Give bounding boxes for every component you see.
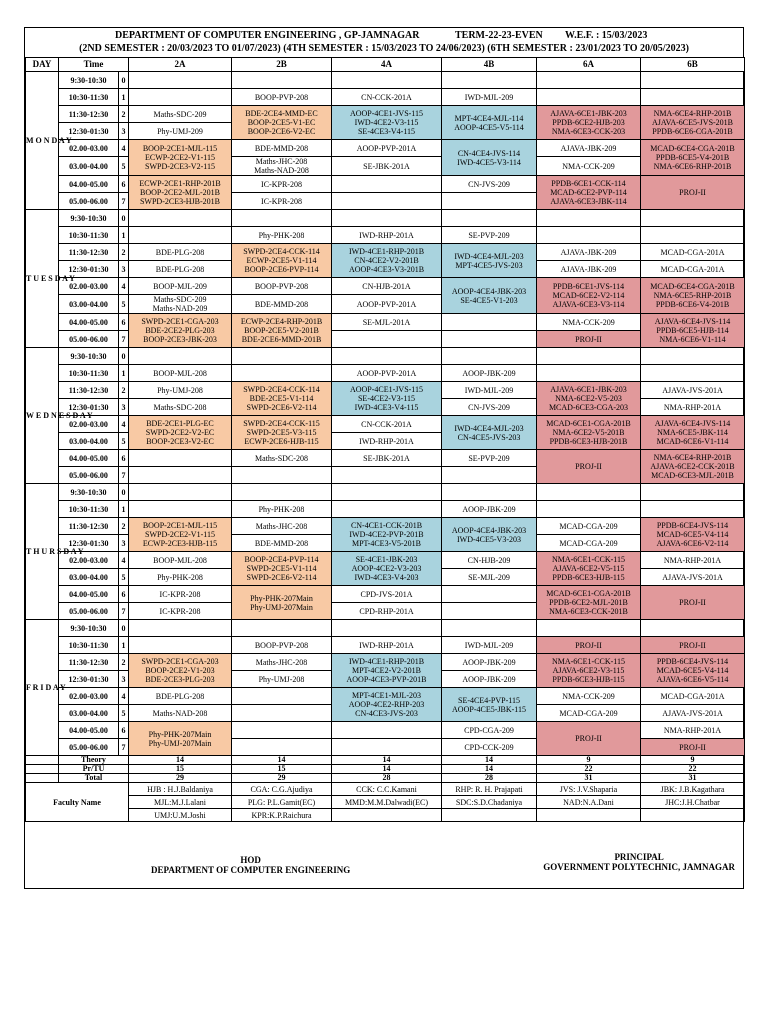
lecture-cell: BOOP-MJL-209 <box>129 278 232 295</box>
lab-cell: Phy-PHK-207Main Phy-UMJ-207Main <box>129 722 232 756</box>
lecture-cell: AOOP-PVP-201A <box>332 295 442 314</box>
slot-number: 1 <box>119 501 129 518</box>
lecture-cell: SE-MJL-201A <box>332 314 442 331</box>
lab-cell: BOOP-2CE1-MJL-115 SWPD-2CE2-V1-115 ECWP-2CE3-HJB-115 <box>129 518 232 552</box>
slot-number: 0 <box>119 210 129 227</box>
totals-total-row: Total 29 29 28 28 31 31 <box>26 774 745 783</box>
slot-number: 1 <box>119 89 129 106</box>
time-slot: 02.00-03.00 <box>59 278 119 295</box>
semester-dates: (2ND SEMESTER : 20/03/2023 TO 01/07/2023) (4TH SEMESTER : 15/03/2023 TO 24/06/2023) (6TH SEMESTER : 23/01/2023 TO 20/05/2023) <box>79 43 689 54</box>
slot-number: 6 <box>119 586 129 603</box>
lab-cell: MCAD-6CE1-CGA-201B NMA-6CE2-V5-201B PPDB-6CE3-HJB-201B <box>537 416 641 450</box>
lab-cell: MCAD-6CE4-CGA-201B PPDB-6CE5-V4-201B NMA-6CE6-RHP-201B <box>641 140 745 176</box>
lecture-cell: CN-CCK-201A <box>332 416 442 433</box>
principal-title: PRINCIPAL <box>614 852 664 862</box>
lecture-cell: IWD-RHP-201A <box>332 227 442 244</box>
lecture-cell: IC-KPR-208 <box>129 586 232 603</box>
lab-cell: ECWP-2CE4-RHP-201B BOOP-2CE5-V2-201B BDE-2CE6-MMD-201B <box>232 314 332 348</box>
slot-number: 6 <box>119 314 129 331</box>
slot-number: 0 <box>119 348 129 365</box>
project-cell: PROJ-II <box>641 586 745 620</box>
lecture-cell: CN-CCK-201A <box>332 89 442 106</box>
slot-number: 6 <box>119 176 129 193</box>
lecture-cell: AOOP-JBK-209 <box>442 654 537 671</box>
day-tuesday: T U E S D A Y <box>26 210 59 348</box>
lab-cell: MPT-4CE1-MJL-203 AOOP-4CE2-RHP-203 CN-4CE3-JVS-203 <box>332 688 442 722</box>
lecture-cell: CN-HJB-201A <box>332 278 442 295</box>
slot-number: 5 <box>119 157 129 176</box>
slot-number: 3 <box>119 399 129 416</box>
slot-number: 0 <box>119 72 129 89</box>
day-thursday: T H U R S D A Y <box>26 484 59 620</box>
col-6b: 6B <box>641 58 745 72</box>
lecture-cell: Maths-SDC-209 <box>129 106 232 123</box>
lecture-cell: IWD-MJL-209 <box>442 382 537 399</box>
slot-number: 6 <box>119 450 129 467</box>
time-slot: 10:30-11:30 <box>59 227 119 244</box>
slot-number: 7 <box>119 467 129 484</box>
time-slot: 03.00-04.00 <box>59 569 119 586</box>
lab-cell: BOOP-2CE1-MJL-115 ECWP-2CE2-V1-115 SWPD-2CE3-V2-115 <box>129 140 232 176</box>
time-slot: 9:30-10:30 <box>59 620 119 637</box>
lecture-cell: IWD-MJL-209 <box>442 637 537 654</box>
lab-cell: IWD-4CE1-RHP-201B MPT-4CE2-V2-201B AOOP-4CE3-PVP-201B <box>332 654 442 688</box>
lecture-cell: NMA-RHP-201A <box>641 722 745 739</box>
lab-cell: MPT-4CE4-MJL-114 AOOP-4CE5-V5-114 <box>442 106 537 140</box>
slot-number: 1 <box>119 227 129 244</box>
lecture-cell: AJAVA-JBK-209 <box>537 244 641 261</box>
time-slot: 11:30-12:30 <box>59 106 119 123</box>
lab-cell: NMA-6CE4-RHP-201B AJAVA-6CE2-CCK-201B MCAD-6CE3-MJL-201B <box>641 450 745 484</box>
lab-cell: SWPD-2CE4-CCK-115 SWPD-2CE5-V3-115 ECWP-2CE6-HJB-115 <box>232 416 332 450</box>
lecture-cell: BDE-MMD-208 <box>232 140 332 157</box>
slot-number: 4 <box>119 140 129 157</box>
principal-signature <box>543 852 735 872</box>
time-slot: 11:30-12:30 <box>59 382 119 399</box>
lab-cell: Phy-PHK-207Main Phy-UMJ-207Main <box>232 586 332 620</box>
lecture-cell: BOOP-PVP-208 <box>232 89 332 106</box>
lecture-cell: IC-KPR-208 <box>129 603 232 620</box>
lab-cell: IWD-4CE4-MJL-203 CN-4CE5-JVS-203 <box>442 416 537 450</box>
lab-cell: PPDB-6CE4-JVS-114 MCAD-6CE5-V4-114 AJAVA-6CE6-V2-114 <box>641 518 745 552</box>
slot-number: 5 <box>119 569 129 586</box>
lecture-cell: Maths-JHC-208 Maths-NAD-208 <box>232 157 332 176</box>
lab-cell: SWPD-2CE1-CGA-203 BOOP-2CE2-V1-203 BDE-2CE3-PLG-203 <box>129 654 232 688</box>
slot-number: 7 <box>119 331 129 348</box>
time-slot: 02.00-03.00 <box>59 140 119 157</box>
hod-signature <box>151 855 350 875</box>
lecture-cell: CPD-CCK-209 <box>442 739 537 756</box>
time-slot: 03.00-04.00 <box>59 705 119 722</box>
timetable <box>25 57 745 822</box>
slot-number: 0 <box>119 484 129 501</box>
timetable-sheet <box>24 27 744 889</box>
lecture-cell: Maths-JHC-208 <box>232 518 332 535</box>
project-cell: PROJ-II <box>537 637 641 654</box>
lab-cell: SE-4CE1-JBK-203 AOOP-4CE2-V3-203 IWD-4CE3-V4-203 <box>332 552 442 586</box>
time-slot: 12:30-01:30 <box>59 123 119 140</box>
slot-number: 2 <box>119 244 129 261</box>
slot-number: 7 <box>119 739 129 756</box>
time-slot: 12:30-01:30 <box>59 399 119 416</box>
col-4b: 4B <box>442 58 537 72</box>
lecture-cell: AOOP-JBK-209 <box>442 501 537 518</box>
lecture-cell: AOOP-PVP-201A <box>332 365 442 382</box>
column-header-row <box>26 58 745 72</box>
slot-number: 3 <box>119 671 129 688</box>
signature-footer <box>25 822 743 888</box>
totals-prtu-row: Pr/TU 15 15 14 14 22 22 <box>26 765 745 774</box>
slot-number: 3 <box>119 261 129 278</box>
lecture-cell: CN-JVS-209 <box>442 399 537 416</box>
lab-cell: AJAVA-6CE4-JVS-114 NMA-6CE5-JBK-114 MCAD-6CE6-V1-114 <box>641 416 745 450</box>
lecture-cell: BDE-PLG-208 <box>129 688 232 705</box>
lab-cell: BOOP-2CE4-PVP-114 SWPD-2CE5-V1-114 SWPD-2CE6-V2-114 <box>232 552 332 586</box>
lecture-cell: NMA-RHP-201A <box>641 552 745 569</box>
lecture-cell: Maths-NAD-208 <box>129 705 232 722</box>
lecture-cell: NMA-CCK-209 <box>537 688 641 705</box>
lecture-cell: BOOP-MJL-208 <box>129 365 232 382</box>
slot-number: 2 <box>119 106 129 123</box>
header-row-1 <box>25 28 743 42</box>
lecture-cell: Phy-PHK-208 <box>129 569 232 586</box>
lecture-cell: SE-PVP-209 <box>442 227 537 244</box>
project-cell: PROJ-II <box>537 722 641 756</box>
col-4a: 4A <box>332 58 442 72</box>
lecture-cell: AJAVA-JVS-201A <box>641 382 745 399</box>
lab-cell: AOOP-4CE1-JVS-115 IWD-4CE2-V3-115 SE-4CE3-V4-115 <box>332 106 442 140</box>
lecture-cell: CN-JVS-209 <box>442 176 537 193</box>
time-slot: 10:30-11:30 <box>59 501 119 518</box>
time-slot: 04.00-05.00 <box>59 586 119 603</box>
lecture-cell: Maths-SDC-209 Maths-NAD-209 <box>129 295 232 314</box>
time-slot: 04.00-05.00 <box>59 450 119 467</box>
lab-cell: ECWP-2CE1-RHP-201B BOOP-2CE2-MJL-201B SWPD-2CE3-HJB-201B <box>129 176 232 210</box>
lab-cell: AJAVA-6CE4-JVS-114 PPDB-6CE5-HJB-114 NMA-6CE6-V1-114 <box>641 314 745 348</box>
col-2b: 2B <box>232 58 332 72</box>
time-slot: 9:30-10:30 <box>59 210 119 227</box>
lecture-cell: CPD-CGA-209 <box>442 722 537 739</box>
lab-cell: AOOP-4CE4-JBK-203 IWD-4CE5-V3-203 <box>442 518 537 552</box>
lecture-cell: SE-JBK-201A <box>332 157 442 176</box>
lecture-cell: MCAD-CGA-201A <box>641 688 745 705</box>
lecture-cell: BDE-PLG-208 <box>129 261 232 278</box>
slot-number: 7 <box>119 603 129 620</box>
faculty-label: Faculty Name <box>26 783 129 822</box>
slot-number: 2 <box>119 654 129 671</box>
faculty-row: MJL:M.J.Lalani PLG: P.L.Gamit(EC) MMD:M.M.Dalwadi(EC) SDC:S.D.Chadaniya NAD:N.A.Dani JHC:J.H.Chatbar <box>26 796 745 809</box>
lecture-cell: AJAVA-JBK-209 <box>537 140 641 157</box>
slot-number: 5 <box>119 705 129 722</box>
lecture-cell: AJAVA-JVS-201A <box>641 569 745 586</box>
lab-cell: PPDB-6CE1-CCK-114 MCAD-6CE2-PVP-114 AJAVA-6CE3-JBK-114 <box>537 176 641 210</box>
lecture-cell: CN-HJB-209 <box>442 552 537 569</box>
time-slot: 10:30-11:30 <box>59 365 119 382</box>
lab-cell: AJAVA-6CE1-JBK-203 NMA-6CE2-V5-203 MCAD-6CE3-CGA-203 <box>537 382 641 416</box>
time-slot: 04.00-05.00 <box>59 176 119 193</box>
lecture-cell: NMA-RHP-201A <box>641 399 745 416</box>
lab-cell: BDE-2CE4-MMD-EC BOOP-2CE5-V1-EC BOOP-2CE6-V2-EC <box>232 106 332 140</box>
lecture-cell: CPD-JVS-201A <box>332 586 442 603</box>
col-6a: 6A <box>537 58 641 72</box>
lab-cell: MCAD-6CE1-CGA-201B PPDB-6CE2-MJL-201B NMA-6CE3-CCK-201B <box>537 586 641 620</box>
lecture-cell: BOOP-PVP-208 <box>232 637 332 654</box>
project-cell: PROJ-II <box>537 331 641 348</box>
lecture-cell: BDE-PLG-208 <box>129 244 232 261</box>
lecture-cell: AOOP-JBK-209 <box>442 365 537 382</box>
totals-label: Pr/TU <box>59 765 129 774</box>
slot-number: 0 <box>119 620 129 637</box>
lecture-cell: Phy-UMJ-208 <box>232 671 332 688</box>
time-slot: 05.00-06.00 <box>59 331 119 348</box>
time-slot: 05.00-06.00 <box>59 467 119 484</box>
lecture-cell: MCAD-CGA-209 <box>537 518 641 535</box>
slot-number: 3 <box>119 123 129 140</box>
lecture-cell: NMA-CCK-209 <box>537 157 641 176</box>
lecture-cell: Phy-UMJ-208 <box>129 382 232 399</box>
time-slot: 04.00-05.00 <box>59 314 119 331</box>
lab-cell: SWPD-2CE4-CCK-114 BDE-2CE5-V1-114 SWPD-2CE6-V2-114 <box>232 382 332 416</box>
time-slot: 02.00-03.00 <box>59 416 119 433</box>
slot-number: 1 <box>119 365 129 382</box>
project-cell: PROJ-II <box>537 450 641 484</box>
time-slot: 11:30-12:30 <box>59 518 119 535</box>
lecture-cell: AOOP-PVP-201A <box>332 140 442 157</box>
lab-cell: NMA-6CE1-CCK-115 AJAVA-6CE2-V5-115 PPDB-6CE3-HJB-115 <box>537 552 641 586</box>
time-slot: 02.00-03.00 <box>59 552 119 569</box>
lab-cell: AOOP-4CE4-JBK-203 SE-4CE5-V1-203 <box>442 278 537 314</box>
col-2a: 2A <box>129 58 232 72</box>
time-slot: 03.00-04.00 <box>59 295 119 314</box>
lecture-cell: IWD-MJL-209 <box>442 89 537 106</box>
hod-dept: DEPARTMENT OF COMPUTER ENGINEERING <box>151 865 351 875</box>
lab-cell: MCAD-6CE4-CGA-201B NMA-6CE5-RHP-201B PPDB-6CE6-V4-201B <box>641 278 745 314</box>
lab-cell: IWD-4CE4-MJL-203 MPT-4CE5-JVS-203 <box>442 244 537 278</box>
time-slot: 9:30-10:30 <box>59 484 119 501</box>
day-wednesday: W E D N E S D A Y <box>26 348 59 484</box>
lecture-cell: MCAD-CGA-209 <box>537 535 641 552</box>
lecture-cell: CPD-RHP-201A <box>332 603 442 620</box>
slot-number: 5 <box>119 433 129 450</box>
time-slot: 05.00-06.00 <box>59 739 119 756</box>
lecture-cell: BDE-MMD-208 <box>232 295 332 314</box>
day-friday: F R I D A Y <box>26 620 59 756</box>
project-cell: PROJ-II <box>641 176 745 210</box>
lecture-cell: Maths-SDC-208 <box>129 399 232 416</box>
day-monday: M O N D A Y <box>26 72 59 210</box>
lab-cell: PPDB-6CE4-JVS-114 MCAD-6CE5-V4-114 AJAVA-6CE6-V5-114 <box>641 654 745 688</box>
time-slot: 11:30-12:30 <box>59 244 119 261</box>
slot-number: 1 <box>119 637 129 654</box>
faculty-row: UMJ:U.M.Joshi KPR:K.P.Raichura <box>26 809 745 822</box>
lecture-cell: MCAD-CGA-201A <box>641 244 745 261</box>
lecture-cell: BOOP-MJL-208 <box>129 552 232 569</box>
slot-number: 4 <box>119 688 129 705</box>
lecture-cell: BDE-MMD-208 <box>232 535 332 552</box>
lecture-cell: SE-JBK-201A <box>332 450 442 467</box>
slot-number: 4 <box>119 416 129 433</box>
time-slot: 03.00-04.00 <box>59 157 119 176</box>
time-slot: 11:30-12:30 <box>59 654 119 671</box>
lecture-cell: IWD-RHP-201A <box>332 433 442 450</box>
lecture-cell: IC-KPR-208 <box>232 176 332 193</box>
lab-cell: SWPD-2CE1-CGA-203 BDE-2CE2-PLG-203 BOOP-2CE3-JBK-203 <box>129 314 232 348</box>
lecture-cell: SE-PVP-209 <box>442 450 537 467</box>
totals-label: Total <box>59 774 129 783</box>
hod-title: HOD <box>240 855 261 865</box>
slot-number: 2 <box>119 382 129 399</box>
faculty-row: Faculty Name HJB : H.J.Baldaniya CGA: C.G.Ajudiya CCK: C.C.Kamani RHP: R. H. Prajapati JVS: J.V.Shaparia JBK: J.B.Kagathara <box>26 783 745 796</box>
totals-theory-row: Theory 14 14 14 14 9 9 <box>26 756 745 765</box>
time-slot: 10:30-11:30 <box>59 637 119 654</box>
time-slot: 9:30-10:30 <box>59 72 119 89</box>
time-slot: 02.00-03.00 <box>59 688 119 705</box>
lecture-cell: AOOP-JBK-209 <box>442 671 537 688</box>
lab-cell: CN-4CE1-CCK-201B IWD-4CE2-PVP-201B MPT-4CE3-V5-201B <box>332 518 442 552</box>
slot-number: 5 <box>119 295 129 314</box>
time-slot: 12:30-01:30 <box>59 671 119 688</box>
lecture-cell: Phy-UMJ-209 <box>129 123 232 140</box>
time-slot: 10:30-11:30 <box>59 89 119 106</box>
lecture-cell: NMA-CCK-209 <box>537 314 641 331</box>
project-cell: PROJ-II <box>641 739 745 756</box>
lab-cell: BDE-2CE1-PLG-EC SWPD-2CE2-V2-EC BOOP-2CE3-V2-EC <box>129 416 232 450</box>
wef-label: W.E.F. : 15/03/2023 <box>565 30 648 41</box>
col-day: DAY <box>26 58 59 72</box>
lecture-cell: BOOP-PVP-208 <box>232 278 332 295</box>
lab-cell: SE-4CE4-PVP-115 AOOP-4CE5-JBK-115 <box>442 688 537 722</box>
slot-number: 4 <box>119 278 129 295</box>
lecture-cell: Phy-PHK-208 <box>232 227 332 244</box>
lecture-cell: MCAD-CGA-201A <box>641 261 745 278</box>
lecture-cell: Maths-JHC-208 <box>232 654 332 671</box>
lecture-cell: Maths-SDC-208 <box>232 450 332 467</box>
project-cell: PROJ-II <box>641 637 745 654</box>
principal-institute: GOVERNMENT POLYTECHNIC, JAMNAGAR <box>543 862 735 872</box>
lab-cell: NMA-6CE1-CCK-115 AJAVA-6CE2-V3-115 PPDB-6CE3-HJB-115 <box>537 654 641 688</box>
lecture-cell: MCAD-CGA-209 <box>537 705 641 722</box>
lab-cell: AJAVA-6CE1-JBK-203 PPDB-6CE2-HJB-203 NMA-6CE3-CCK-203 <box>537 106 641 140</box>
time-slot: 05.00-06.00 <box>59 603 119 620</box>
lab-cell: NMA-6CE4-RHP-201B AJAVA-6CE5-JVS-201B PPDB-6CE6-CGA-201B <box>641 106 745 140</box>
time-slot: 12:30-01:30 <box>59 535 119 552</box>
lecture-cell: IWD-RHP-201A <box>332 637 442 654</box>
lecture-cell: AJAVA-JBK-209 <box>537 261 641 278</box>
time-slot: 04.00-05.00 <box>59 722 119 739</box>
lecture-cell: Phy-PHK-208 <box>232 501 332 518</box>
lab-cell: PPDB-6CE1-JVS-114 MCAD-6CE2-V2-114 AJAVA-6CE3-V3-114 <box>537 278 641 314</box>
term-label: TERM-22-23-EVEN <box>455 30 543 41</box>
time-slot: 12:30-01:30 <box>59 261 119 278</box>
totals-label: Theory <box>59 756 129 765</box>
time-slot: 03.00-04.00 <box>59 433 119 450</box>
slot-number: 4 <box>119 552 129 569</box>
lecture-cell: IC-KPR-208 <box>232 193 332 210</box>
lab-cell: SWPD-2CE4-CCK-114 ECWP-2CE5-V1-114 BOOP-2CE6-PVP-114 <box>232 244 332 278</box>
lab-cell: CN-4CE4-JVS-114 IWD-4CE5-V3-114 <box>442 140 537 176</box>
slot-number: 7 <box>119 193 129 210</box>
lecture-cell: AJAVA-JVS-201A <box>641 705 745 722</box>
col-time: Time <box>59 58 129 72</box>
slot-number: 3 <box>119 535 129 552</box>
lab-cell: AOOP-4CE1-JVS-115 SE-4CE2-V3-115 IWD-4CE3-V4-115 <box>332 382 442 416</box>
time-slot: 05.00-06.00 <box>59 193 119 210</box>
lab-cell: IWD-4CE1-RHP-201B CN-4CE2-V2-201B AOOP-4CE3-V3-201B <box>332 244 442 278</box>
lecture-cell: SE-MJL-209 <box>442 569 537 586</box>
dept-title: DEPARTMENT OF COMPUTER ENGINEERING , GP-JAMNAGAR <box>115 30 420 41</box>
time-slot: 9:30-10:30 <box>59 348 119 365</box>
slot-number: 2 <box>119 518 129 535</box>
slot-number: 6 <box>119 722 129 739</box>
